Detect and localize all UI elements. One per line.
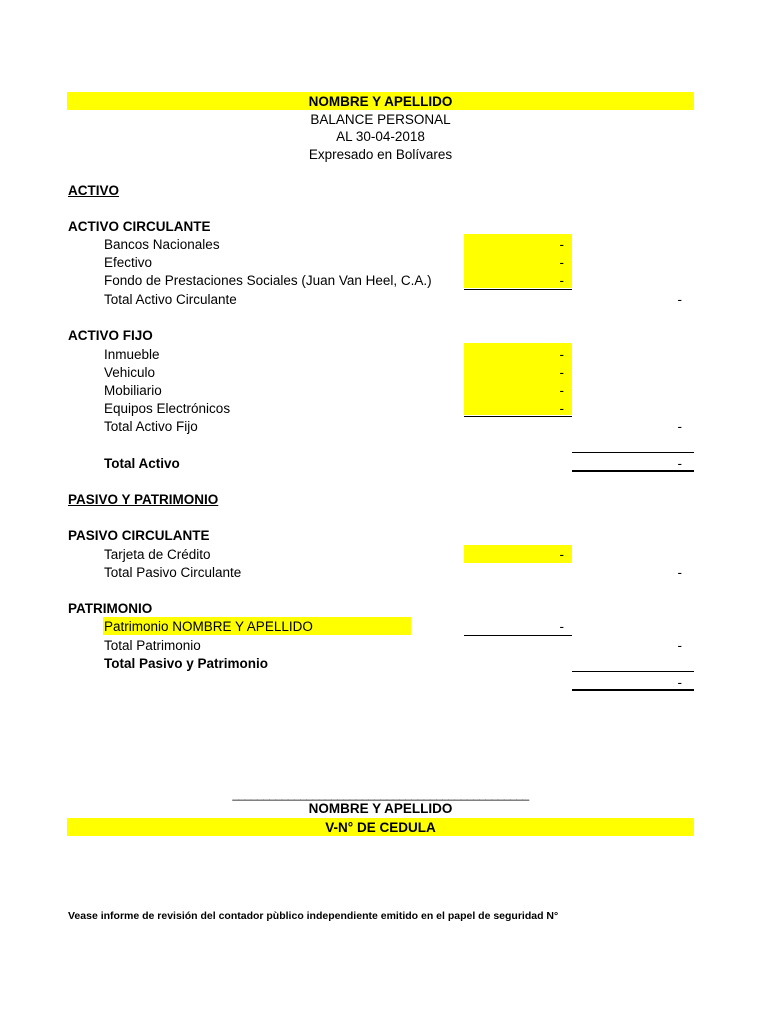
signature-id: V-N° DE CEDULA (325, 820, 436, 835)
total-activo-double-line (572, 470, 694, 472)
item-label-bancos: Bancos Nacionales (104, 237, 220, 252)
item-value-tarjeta-credito: - (559, 547, 564, 562)
header-name: NOMBRE Y APELLIDO (308, 94, 453, 109)
total-pasivo-patrimonio-top-line (572, 671, 694, 672)
item-value-efectivo: - (559, 255, 564, 270)
activo-circulante-subtotal-line (464, 289, 572, 290)
header-currency: Expresado en Bolívares (308, 147, 453, 162)
item-value-bancos: - (559, 237, 564, 252)
pasivo-circulante-heading: PASIVO CIRCULANTE (68, 528, 210, 543)
item-value-fondo-prestaciones: - (559, 273, 564, 288)
item-label-tarjeta-credito: Tarjeta de Crédito (104, 547, 211, 562)
total-patrimonio-label: Total Patrimonio (104, 638, 201, 653)
header-title: BALANCE PERSONAL (310, 112, 451, 127)
activo-heading: ACTIVO (68, 183, 120, 198)
total-activo-fijo-label: Total Activo Fijo (104, 419, 198, 434)
total-pasivo-patrimonio-value: - (677, 675, 682, 690)
activo-circulante-heading: ACTIVO CIRCULANTE (68, 219, 211, 234)
total-pasivo-circulante-label: Total Pasivo Circulante (104, 565, 242, 580)
item-label-fondo-prestaciones: Fondo de Prestaciones Sociales (Juan Van Heel, C.A.) (104, 273, 432, 288)
total-pasivo-circulante-value: - (677, 565, 682, 580)
item-label-inmueble: Inmueble (104, 347, 160, 362)
header-date: AL 30-04-2018 (336, 129, 425, 144)
pasivo-patrimonio-heading: PASIVO Y PATRIMONIO (68, 492, 219, 507)
item-value-equipos-electronicos: - (559, 401, 564, 416)
patrimonio-item-value: - (559, 619, 564, 634)
item-value-mobiliario: - (559, 383, 564, 398)
activo-fijo-heading: ACTIVO FIJO (68, 328, 153, 343)
patrimonio-subtotal-line (464, 635, 572, 636)
item-label-mobiliario: Mobiliario (104, 383, 162, 398)
signature-name: NOMBRE Y APELLIDO (308, 801, 453, 816)
signature-line: ________________________________________________ (232, 787, 529, 801)
patrimonio-heading: PATRIMONIO (68, 601, 153, 616)
item-value-inmueble: - (559, 347, 564, 362)
total-pasivo-patrimonio-double-line (572, 689, 694, 691)
item-label-vehiculo: Vehiculo (104, 365, 156, 380)
item-label-equipos-electronicos: Equipos Electrónicos (104, 401, 231, 416)
total-activo-circulante-value: - (677, 292, 682, 307)
item-value-vehiculo: - (559, 365, 564, 380)
total-activo-circulante-label: Total Activo Circulante (104, 292, 237, 307)
total-activo-top-line (572, 452, 694, 453)
item-label-efectivo: Efectivo (104, 255, 153, 270)
total-activo-value: - (677, 456, 682, 471)
patrimonio-item-label: Patrimonio NOMBRE Y APELLIDO (104, 619, 313, 634)
total-pasivo-patrimonio-label: Total Pasivo y Patrimonio (104, 656, 269, 671)
footer-note: Vease informe de revisión del contador pùblico independiente emitido en el papel de seguridad N° (68, 910, 559, 922)
total-activo-label: Total Activo (104, 456, 180, 471)
total-patrimonio-value: - (677, 638, 682, 653)
total-activo-fijo-value: - (677, 419, 682, 434)
